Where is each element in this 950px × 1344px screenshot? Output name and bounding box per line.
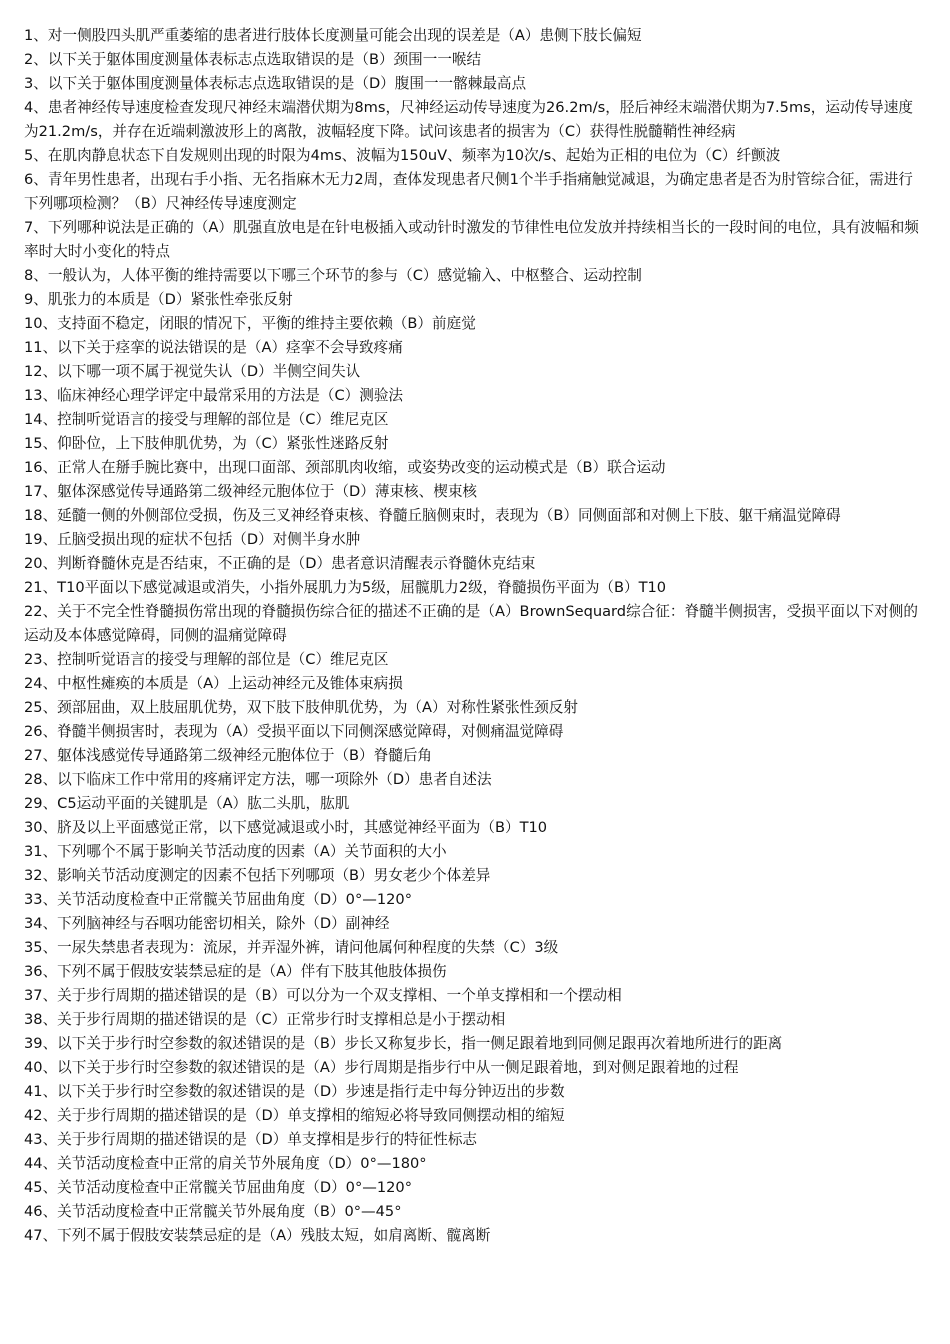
question-45: 45、关节活动度检查中正常髋关节屈曲角度（D）0°—120° [24, 1179, 413, 1196]
question-38: 38、关于步行周期的描述错误的是（C）正常步行时支撑相总是小于摆动相 [24, 1011, 506, 1028]
question-24: 24、中枢性瘫痪的本质是（A）上运动神经元及锥体束病损 [24, 675, 403, 692]
document-page [24, 24, 924, 1248]
question-20: 20、判断脊髓休克是否结束，不正确的是（D）患者意识清醒表示脊髓休克结束 [24, 555, 536, 572]
question-43: 43、关于步行周期的描述错误的是（D）单支撑相是步行的特征性标志 [24, 1131, 478, 1148]
question-16: 16、正常人在掰手腕比赛中，出现口面部、颈部肌肉收缩，或姿势改变的运动模式是（B）联合运动 [24, 459, 666, 476]
question-6: 6、青年男性患者，出现右手小指、无名指麻木无力2周，查体发现患者尺侧1个半手指痛触觉减退，为确定患者是否为肘管综合征，需进行下列哪项检测？（B）尺神经传导速度测定 [24, 171, 913, 212]
question-26: 26、脊髓半侧损害时，表现为（A）受损平面以下同侧深感觉障碍，对侧痛温觉障碍 [24, 723, 564, 740]
question-29: 29、C5运动平面的关键肌是（A）肱二头肌，肱肌 [24, 795, 350, 812]
question-32: 32、影响关节活动度测定的因素不包括下列哪项（B）男女老少个体差异 [24, 867, 491, 884]
question-23: 23、控制听觉语言的接受与理解的部位是（C）维尼克区 [24, 651, 389, 668]
question-36: 36、下列不属于假肢安装禁忌症的是（A）伴有下肢其他肢体损伤 [24, 963, 447, 980]
question-14: 14、控制听觉语言的接受与理解的部位是（C）维尼克区 [24, 411, 389, 428]
question-7: 7、下列哪种说法是正确的（A）肌强直放电是在针电极插入或动针时激发的节律性电位发放并持续相当长的一段时间的电位，具有波幅和频率时大时小变化的特点 [24, 219, 919, 260]
question-42: 42、关于步行周期的描述错误的是（D）单支撑相的缩短必将导致同侧摆动相的缩短 [24, 1107, 565, 1124]
question-37: 37、关于步行周期的描述错误的是（B）可以分为一个双支撑相、一个单支撑相和一个摆动相 [24, 987, 622, 1004]
question-25: 25、颈部屈曲，双上肢屈肌优势，双下肢下肢伸肌优势，为（A）对称性紧张性颈反射 [24, 699, 578, 716]
question-22: 22、关于不完全性脊髓损伤常出现的脊髓损伤综合征的描述不正确的是（A）BrownSequard综合征：脊髓半侧损害，受损平面以下对侧的运动及本体感觉障碍，同侧的温痛觉障碍 [24, 603, 918, 644]
question-41: 41、以下关于步行时空参数的叙述错误的是（D）步速是指行走中每分钟迈出的步数 [24, 1083, 565, 1100]
question-46: 46、关节活动度检查中正常髋关节外展角度（B）0°—45° [24, 1203, 402, 1220]
question-3: 3、以下关于躯体围度测量体表标志点选取错误的是（D）腹围一一髂棘最高点 [24, 75, 527, 92]
question-2: 2、以下关于躯体围度测量体表标志点选取错误的是（B）颈围一一喉结 [24, 51, 482, 68]
question-4: 4、患者神经传导速度检查发现尺神经末端潜伏期为8ms，尺神经运动传导速度为26.2m/s，胫后神经末端潜伏期为7.5ms，运动传导速度为21.2m/s，并存在近端刺激波形上的离散，波幅轻度下降。试问该患者的损害为（C）获得性脱髓鞘性神经病 [24, 99, 913, 140]
question-9: 9、肌张力的本质是（D）紧张性牵张反射 [24, 291, 293, 308]
question-13: 13、临床神经心理学评定中最常采用的方法是（C）测验法 [24, 387, 404, 404]
question-39: 39、以下关于步行时空参数的叙述错误的是（B）步长又称复步长，指一侧足跟着地到同侧足跟再次着地所进行的距离 [24, 1035, 783, 1052]
question-28: 28、以下临床工作中常用的疼痛评定方法，哪一项除外（D）患者自述法 [24, 771, 492, 788]
question-27: 27、躯体浅感觉传导通路第二级神经元胞体位于（B）脊髓后角 [24, 747, 433, 764]
question-21: 21、T10平面以下感觉减退或消失，小指外展肌力为5级，屈髋肌力2级，脊髓损伤平面为（B）T10 [24, 579, 667, 596]
question-19: 19、丘脑受损出现的症状不包括（D）对侧半身水肿 [24, 531, 361, 548]
question-1: 1、对一侧股四头肌严重萎缩的患者进行肢体长度测量可能会出现的误差是（A）患侧下肢长偏短 [24, 27, 642, 44]
question-30: 30、脐及以上平面感觉正常，以下感觉减退或小时，其感觉神经平面为（B）T10 [24, 819, 548, 836]
question-40: 40、以下关于步行时空参数的叙述错误的是（A）步行周期是指步行中从一侧足跟着地，到对侧足跟着地的过程 [24, 1059, 739, 1076]
question-8: 8、一般认为，人体平衡的维持需要以下哪三个环节的参与（C）感觉输入、中枢整合、运动控制 [24, 267, 642, 284]
question-15: 15、仰卧位，上下肢伸肌优势，为（C）紧张性迷路反射 [24, 435, 389, 452]
question-12: 12、以下哪一项不属于视觉失认（D）半侧空间失认 [24, 363, 361, 380]
question-47: 47、下列不属于假肢安装禁忌症的是（A）残肢太短，如肩离断、髋离断 [24, 1227, 491, 1244]
question-5: 5、在肌肉静息状态下自发规则出现的时限为4ms、波幅为150uV、频率为10次/s、起始为正相的电位为（C）纤颤波 [24, 147, 781, 164]
question-17: 17、躯体深感觉传导通路第二级神经元胞体位于（D）薄束核、楔束核 [24, 483, 478, 500]
question-35: 35、一尿失禁患者表现为：流尿，并弄湿外裤，请问他属何种程度的失禁（C）3级 [24, 939, 559, 956]
question-10: 10、支持面不稳定，闭眼的情况下，平衡的维持主要依赖（B）前庭觉 [24, 315, 476, 332]
question-18: 18、延髓一侧的外侧部位受损，伤及三叉神经脊束核、脊髓丘脑侧束时，表现为（B）同侧面部和对侧上下肢、躯干痛温觉障碍 [24, 507, 841, 524]
question-44: 44、关节活动度检查中正常的肩关节外展角度（D）0°—180° [24, 1155, 427, 1172]
question-33: 33、关节活动度检查中正常髋关节屈曲角度（D）0°—120° [24, 891, 413, 908]
question-34: 34、下列脑神经与吞咽功能密切相关，除外（D）副神经 [24, 915, 390, 932]
question-11: 11、以下关于痉挛的说法错误的是（A）痉挛不会导致疼痛 [24, 339, 403, 356]
question-31: 31、下列哪个不属于影响关节活动度的因素（A）关节面积的大小 [24, 843, 447, 860]
